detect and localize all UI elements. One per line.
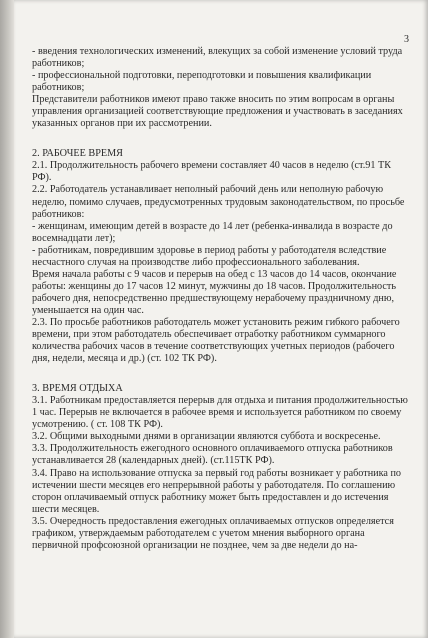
- paragraph: 2.2. Работодатель устанавливает неполный рабочий день или неполную рабочую неделю, помимо случаев, предусмотренных трудовым законодательством, по просьбе работников:: [32, 184, 405, 220]
- paragraph: - профессиональной подготовки, переподготовки и повышения квалификации работников;: [32, 70, 372, 94]
- paragraph: 2.3. По просьбе работников работодатель может установить режим гибкого рабочего времени, при этом работодатель обеспечивает отработку работником суммарного количества рабочих часов в течение соответствующих учетных периодов (рабочего дня, недели, месяца и др.) (ст. 102 ТК РФ).: [32, 316, 400, 365]
- document-text: [32, 46, 409, 552]
- paragraph: 3.5. Очередность предоставления ежегодных оплачиваемых отпусков определяется графиком, утверждаемым работодателем с учетом мнения выборного органа первичной профсоюзной организации не позднее, чем за две недели до на-: [32, 515, 394, 551]
- paragraph: 2.1. Продолжительность рабочего времени составляет 40 часов в неделю (ст.91 ТК РФ).: [32, 160, 391, 184]
- paragraph: Время начала работы с 9 часов и перерыв на обед с 13 часов до 14 часов, окончание работы: женщины до 17 часов 12 минут, мужчины до 18 часов. Продолжительность рабочего дня, непосредственно предшествующему нерабочему праздничному дню, уменьшается на один час.: [32, 268, 397, 316]
- paragraph: 3.3. Продолжительность ежегодного основного оплачиваемого отпуска работников устанавливается 28 (календарных дней). (ст.115ТК РФ).: [32, 443, 393, 467]
- section-heading-working-time: 2. РАБОЧЕЕ ВРЕМЯ: [32, 148, 123, 160]
- spacer: [32, 365, 409, 377]
- paragraph: - введения технологических изменений, влекущих за собой изменение условий труда работников;: [32, 46, 403, 70]
- page-edge: [0, 0, 14, 638]
- document-page: [14, 0, 428, 638]
- paragraph: 3.1. Работникам предоставляется перерыв для отдыха и питания продолжительностью 1 час. Перерыв не включается в рабочее время и используется работником по своему усмотрению. ( ст. 108 ТК РФ).: [32, 395, 408, 431]
- paragraph: - работникам, повредившим здоровье в период работы у работодателя вследствие несчастного случая на производстве либо профессионального заболевания.: [32, 244, 387, 268]
- paragraph: Представители работников имеют право также вносить по этим вопросам в органы управления организацией соответствующие предложения и участвовать в заседаниях указанных органов при их рассмотрении.: [32, 94, 403, 130]
- page-number: 3: [404, 34, 409, 45]
- spacer: [32, 130, 409, 142]
- paragraph: 3.4. Право на использование отпуска за первый год работы возникает у работника по истечении шести месяцев его непрерывной работы у работодателя. По соглашению сторон оплачиваемый отпуск работнику может быть предоставлен и до истечения шести месяцев.: [32, 467, 402, 515]
- paragraph: - женщинам, имеющим детей в возрасте до 14 лет (ребенка-инвалида в возрасте до восемнадцати лет);: [32, 220, 393, 244]
- paragraph: 3.2. Общими выходными днями в организации являются суббота и воскресенье.: [32, 431, 381, 443]
- section-heading-rest-time: 3. ВРЕМЯ ОТДЫХА: [32, 383, 123, 395]
